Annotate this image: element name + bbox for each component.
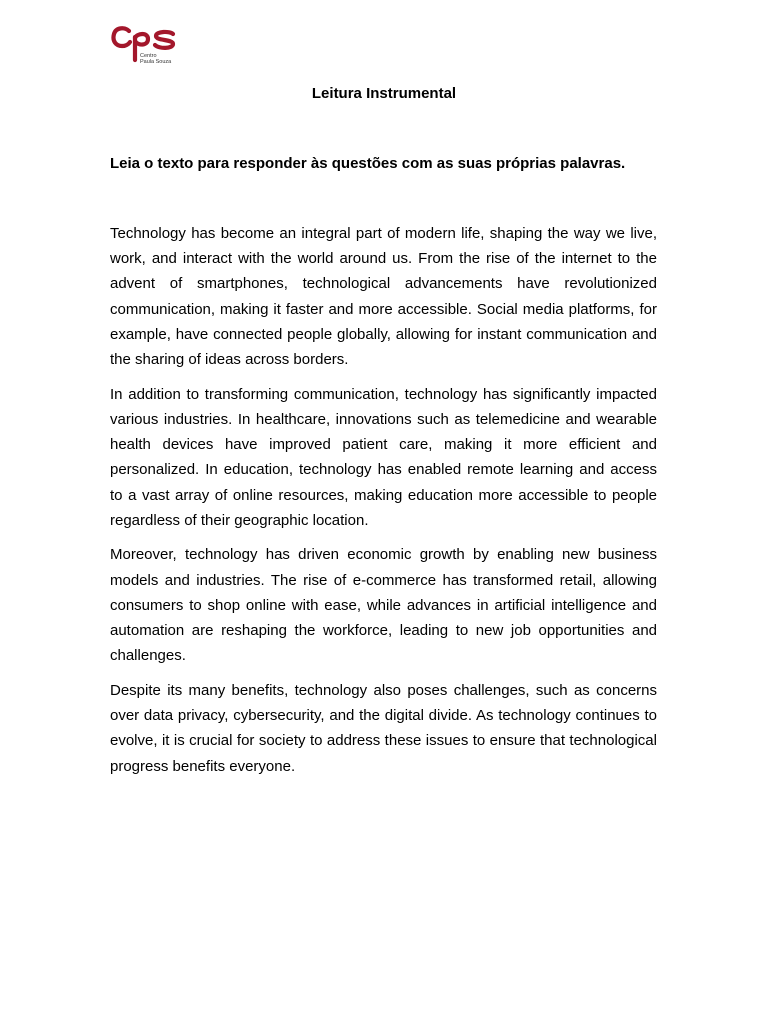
instruction-text: Leia o texto para responder às questões com as suas próprias palavras. xyxy=(110,155,626,172)
reading-passage xyxy=(110,221,657,788)
paragraph-3: Moreover, technology has driven economic growth by enabling new business models and industries. The rise of e-commerce has transformed retail, allowing consumers to shop online with ease, while advances in artificial intelligence and automation are reshaping the workforce, leading to new job opportunities and challenges. xyxy=(110,546,657,665)
logo-text-line1: Centro xyxy=(140,53,157,59)
cps-logo xyxy=(110,24,182,70)
logo-text-line2: Paula Souza xyxy=(140,59,172,65)
document-title: Leitura Instrumental xyxy=(311,85,457,102)
paragraph-1: Technology has become an integral part of modern life, shaping the way we live, work, and interact with the world around us. From the rise of the internet to the advent of smartphones, technological advancements have revolutionized communication, making it faster and more accessible. Social media platforms, for example, have connected people globally, allowing for instant communication and the sharing of ideas across borders. xyxy=(110,225,657,369)
paragraph-4: Despite its many benefits, technology also poses challenges, such as concerns over data privacy, cybersecurity, and the digital divide. As technology continues to evolve, it is crucial for society to address these issues to ensure that technological progress benefits everyone. xyxy=(110,681,657,775)
paragraph-2: In addition to transforming communication, technology has significantly impacted various industries. In healthcare, innovations such as telemedicine and wearable health devices have improved patient care, making it more efficient and personalized. In education, technology has enabled remote learning and access to a vast array of online resources, making education more accessible to people regardless of their geographic location. xyxy=(110,385,657,529)
